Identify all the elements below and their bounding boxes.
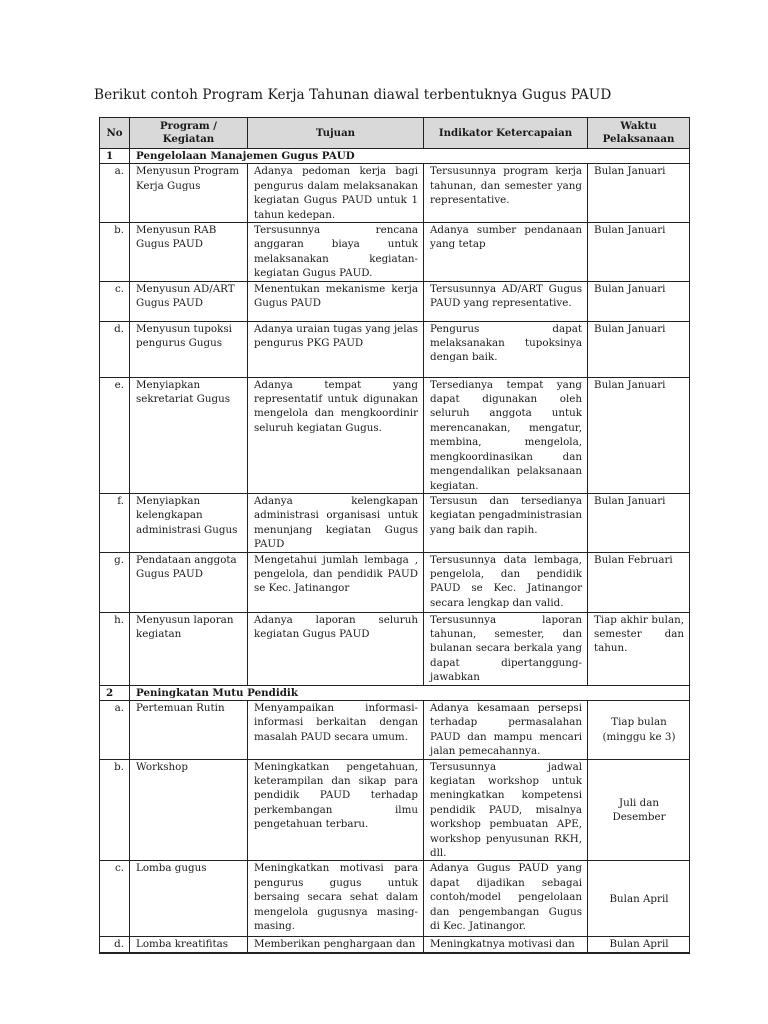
indikator-cell: Tersusunnya jadwal kegiatan workshop untuk meningkatkan kompetensi pendidik PAUD, misalnya workshop pembuatan APE, workshop penyusunan RKH, dll. xyxy=(424,759,588,861)
indikator-cell: Tersusunnya data lembaga, pengelola, dan pendidik PAUD se Kec. Jatinangor secara lengkap dan valid. xyxy=(424,552,588,612)
table-row xyxy=(100,164,690,223)
header-waktu xyxy=(588,118,690,149)
indikator-cell: Tersusunnya laporan tahunan, semester, dan bulanan secara berkala yang dapat dipertanggung-jawabkan xyxy=(424,612,588,685)
program-cell: Pertemuan Rutin xyxy=(130,700,248,759)
waktu-cell: Tiap bulan (minggu ke 3) xyxy=(588,700,690,759)
table-row xyxy=(100,937,690,953)
indikator-cell: Pengurus dapat melaksanakan tupoksinya dengan baik. xyxy=(424,321,588,377)
waktu-cell: Bulan Januari xyxy=(588,223,690,282)
row-number: b. xyxy=(100,759,130,861)
table-body xyxy=(100,149,690,953)
row-number: c. xyxy=(100,861,130,937)
row-number: g. xyxy=(100,552,130,612)
waktu-cell: Bulan Januari xyxy=(588,321,690,377)
row-number: h. xyxy=(100,612,130,685)
row-number: d. xyxy=(100,937,130,953)
tujuan-cell: Adanya pedoman kerja bagi pengurus dalam melaksanakan kegiatan Gugus PAUD untuk 1 tahun kedepan. xyxy=(248,164,424,223)
program-cell: Workshop xyxy=(130,759,248,861)
indikator-cell: Tersedianya tempat yang dapat digunakan oleh seluruh anggota untuk merencanakan, mengatur, membina, mengelola, mengkoordinasikan dan mengendalikan pelaksanaan kegiatan. xyxy=(424,377,588,493)
tujuan-cell: Tersusunnya rencana anggaran biaya untuk melaksanakan kegiatan-kegiatan Gugus PAUD. xyxy=(248,223,424,282)
waktu-cell: Tiap akhir bulan, semester dan tahun. xyxy=(588,612,690,685)
waktu-cell: Bulan Januari xyxy=(588,377,690,493)
section-number: 2 xyxy=(100,685,130,700)
tujuan-cell: Menentukan mekanisme kerja Gugus PAUD xyxy=(248,281,424,321)
header-waktu-label: Waktu Pelaksanaan xyxy=(602,120,675,145)
table-row xyxy=(100,281,690,321)
row-number: f. xyxy=(100,493,130,552)
row-number: c. xyxy=(100,281,130,321)
table-row xyxy=(100,321,690,377)
table-row xyxy=(100,861,690,937)
tujuan-cell: Meningkatkan motivasi para pengurus gugus untuk bersaing secara sehat dalam mengelola gugusnya masing-masing. xyxy=(248,861,424,937)
waktu-cell: Bulan Februari xyxy=(588,552,690,612)
program-cell: Pendataan anggota Gugus PAUD xyxy=(130,552,248,612)
indikator-cell: Tersusun dan tersedianya kegiatan pengadministrasian yang baik dan rapih. xyxy=(424,493,588,552)
tujuan-cell: Adanya kelengkapan administrasi organisasi untuk menunjang kegiatan Gugus PAUD xyxy=(248,493,424,552)
indikator-cell: Tersusunnya program kerja tahunan, dan semester yang representative. xyxy=(424,164,588,223)
row-number: a. xyxy=(100,164,130,223)
row-number: d. xyxy=(100,321,130,377)
indikator-cell: Tersusunnya AD/ART Gugus PAUD yang representative. xyxy=(424,281,588,321)
tujuan-cell: Memberikan penghargaan dan xyxy=(248,937,424,953)
row-number: e. xyxy=(100,377,130,493)
intro-text: Berikut contoh Program Kerja Tahunan diawal terbentuknya Gugus PAUD xyxy=(94,87,612,103)
header-program: Program / Kegiatan xyxy=(130,118,248,149)
tujuan-cell: Menyampaikan informasi-informasi berkaitan dengan masalah PAUD secara umum. xyxy=(248,700,424,759)
table-row xyxy=(100,377,690,493)
tujuan-cell: Adanya tempat yang representatif untuk digunakan mengelola dan mengkoordinir seluruh kegiatan Gugus. xyxy=(248,377,424,493)
indikator-cell: Adanya Gugus PAUD yang dapat dijadikan sebagai contoh/model pengelolaan dan pengembangan Gugus di Kec. Jatinangor. xyxy=(424,861,588,937)
waktu-cell: Bulan Januari xyxy=(588,493,690,552)
waktu-cell: Bulan April xyxy=(588,861,690,937)
table-row xyxy=(100,700,690,759)
program-cell: Menyusun tupoksi pengurus Gugus xyxy=(130,321,248,377)
table-row xyxy=(100,223,690,282)
table-header-row xyxy=(100,118,690,149)
table-row xyxy=(100,759,690,861)
program-cell: Menyusun RAB Gugus PAUD xyxy=(130,223,248,282)
program-cell: Menyusun Program Kerja Gugus xyxy=(130,164,248,223)
indikator-cell: Adanya sumber pendanaan yang tetap xyxy=(424,223,588,282)
row-number: a. xyxy=(100,700,130,759)
table-row xyxy=(100,612,690,685)
section-title: Peningkatan Mutu Pendidik xyxy=(130,685,690,700)
tujuan-cell: Meningkatkan pengetahuan, keterampilan dan sikap para pendidik PAUD terhadap perkembangan ilmu pengetahuan terbaru. xyxy=(248,759,424,861)
section-row xyxy=(100,149,690,164)
table-row xyxy=(100,552,690,612)
section-number: 1 xyxy=(100,149,130,164)
waktu-cell: Juli dan Desember xyxy=(588,759,690,861)
row-number: b. xyxy=(100,223,130,282)
header-indikator: Indikator Ketercapaian xyxy=(424,118,588,149)
section-row xyxy=(100,685,690,700)
waktu-cell: Bulan Januari xyxy=(588,281,690,321)
program-cell: Menyusun AD/ART Gugus PAUD xyxy=(130,281,248,321)
program-cell: Menyiapkan sekretariat Gugus xyxy=(130,377,248,493)
program-cell: Menyiapkan kelengkapan administrasi Gugus xyxy=(130,493,248,552)
waktu-cell: Bulan Januari xyxy=(588,164,690,223)
tujuan-cell: Adanya uraian tugas yang jelas pengurus PKG PAUD xyxy=(248,321,424,377)
indikator-cell: Meningkatnya motivasi dan xyxy=(424,937,588,953)
program-cell: Lomba kreatifitas xyxy=(130,937,248,953)
program-kerja-table xyxy=(99,117,690,954)
indikator-cell: Adanya kesamaan persepsi terhadap permasalahan PAUD dan mampu mencari jalan pemecahannya. xyxy=(424,700,588,759)
section-title: Pengelolaan Manajemen Gugus PAUD xyxy=(130,149,690,164)
program-cell: Menyusun laporan kegiatan xyxy=(130,612,248,685)
waktu-cell: Bulan April xyxy=(588,937,690,953)
header-no: No xyxy=(100,118,130,149)
program-cell: Lomba gugus xyxy=(130,861,248,937)
tujuan-cell: Mengetahui jumlah lembaga , pengelola, dan pendidik PAUD se Kec. Jatinangor xyxy=(248,552,424,612)
tujuan-cell: Adanya laporan seluruh kegiatan Gugus PAUD xyxy=(248,612,424,685)
header-tujuan: Tujuan xyxy=(248,118,424,149)
table-row xyxy=(100,493,690,552)
